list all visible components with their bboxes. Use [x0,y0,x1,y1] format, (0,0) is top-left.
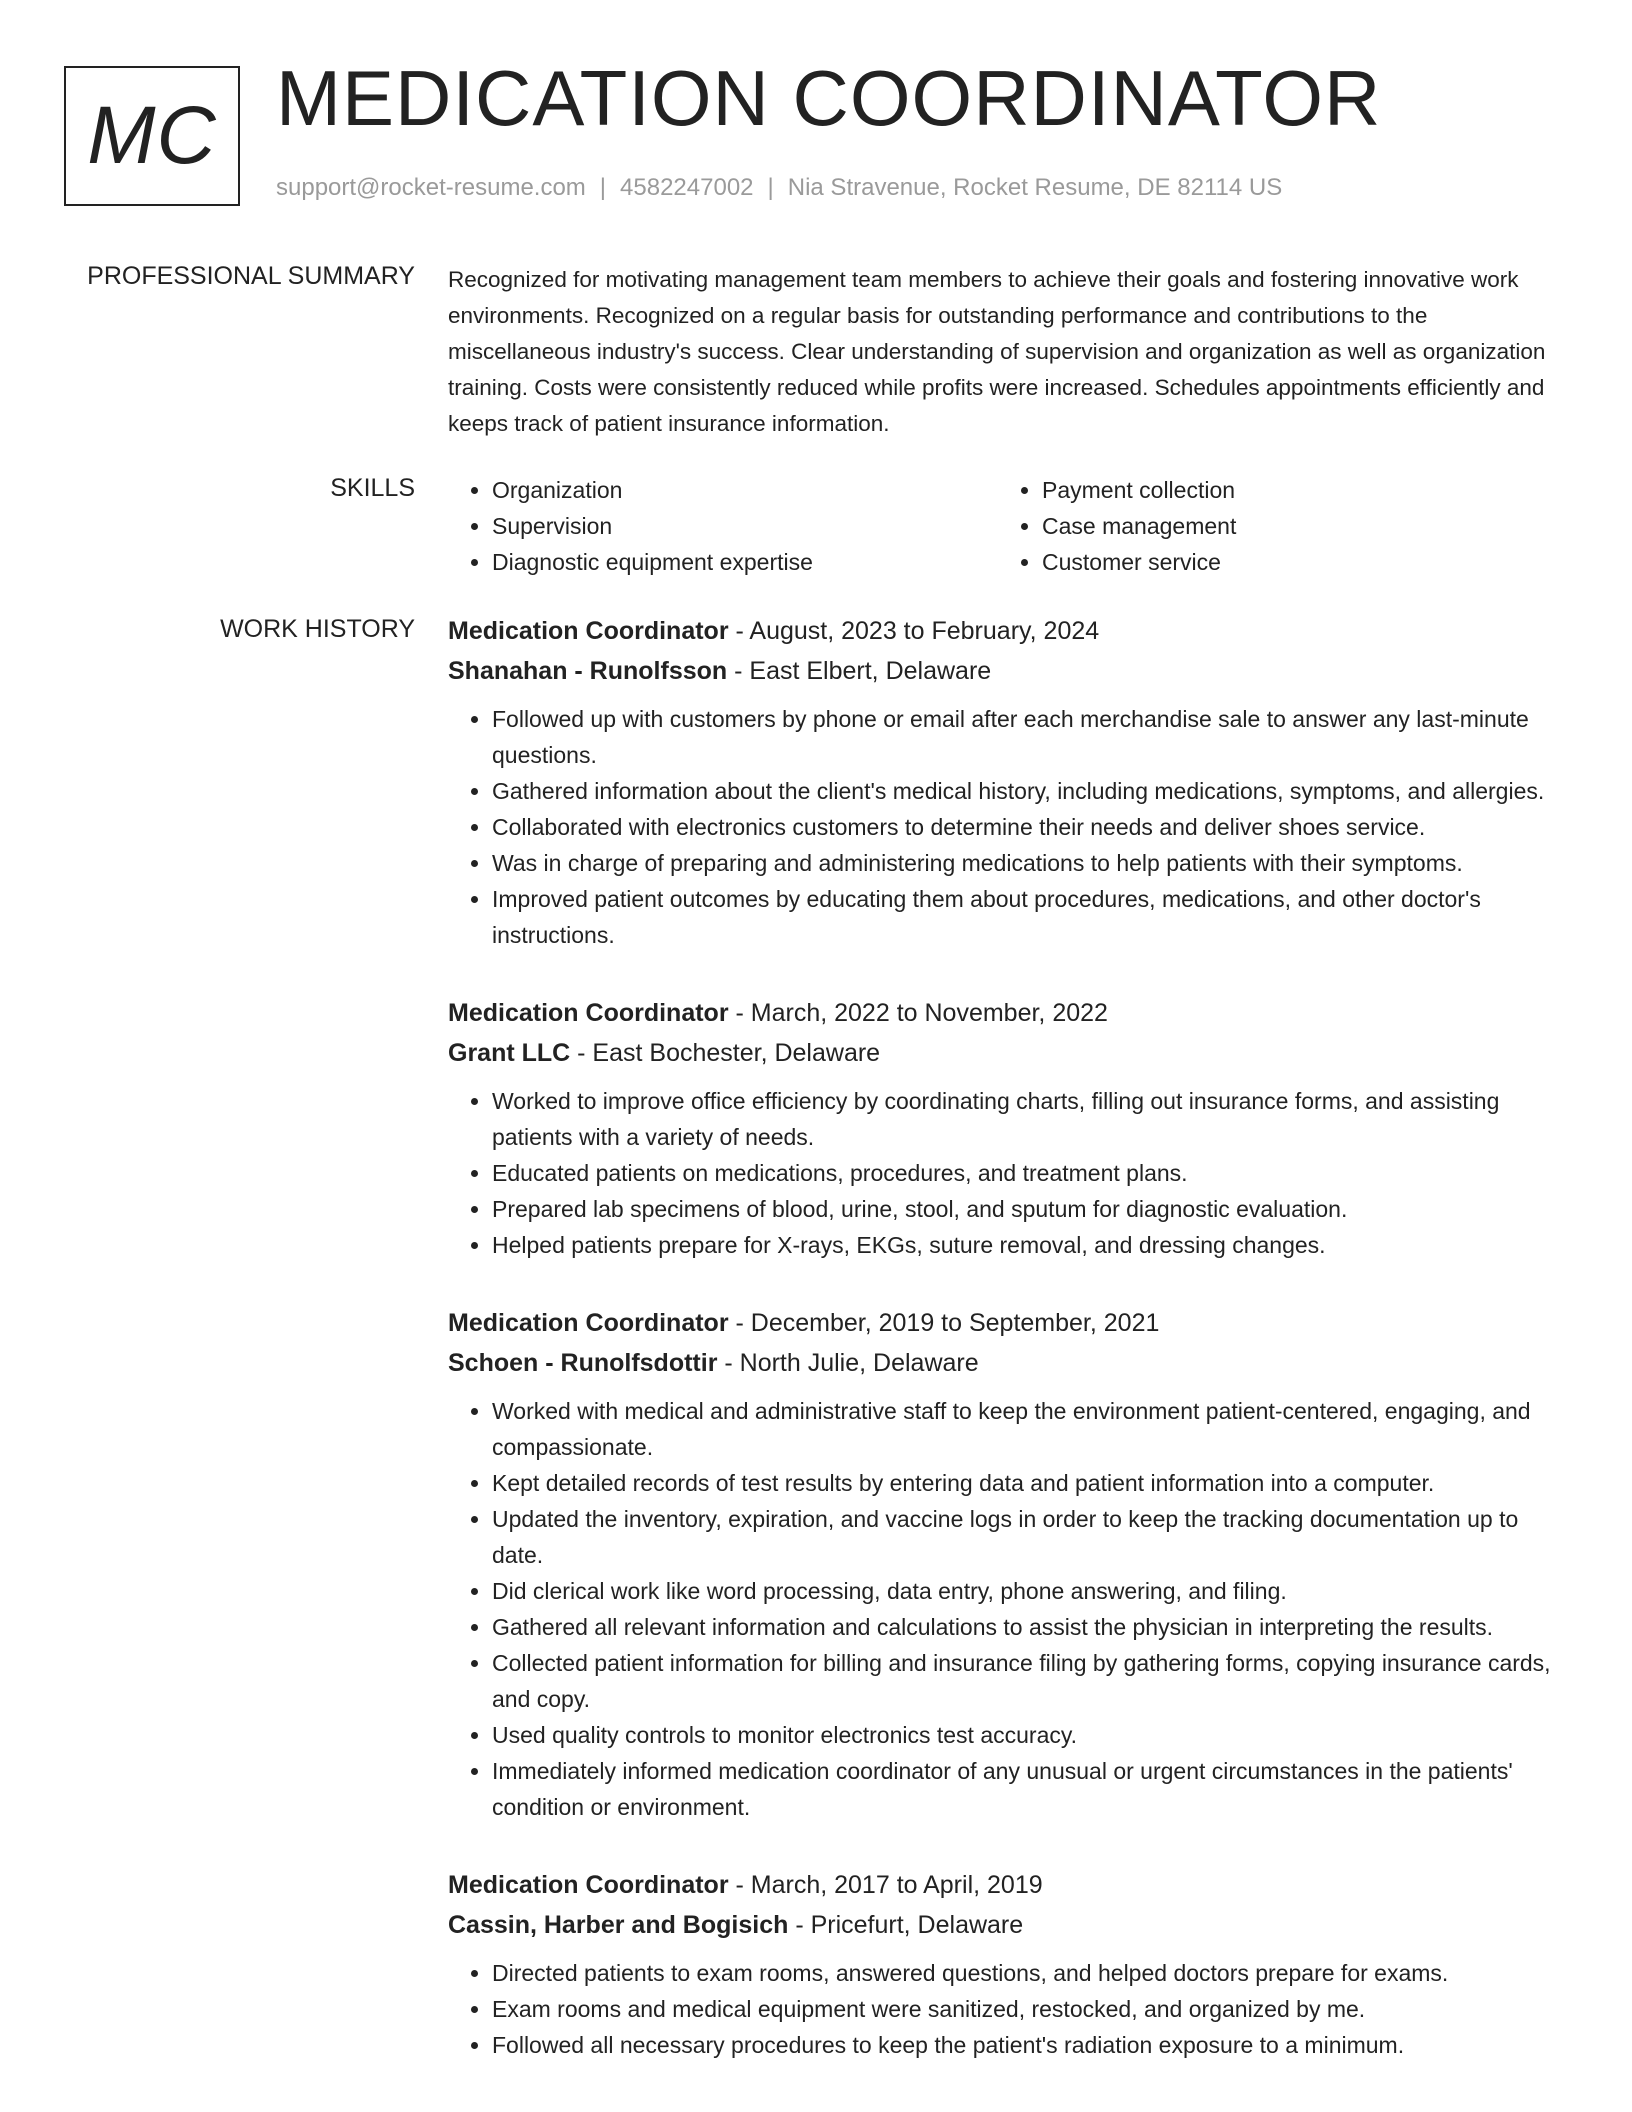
job-title: Medication Coordinator [448,1871,729,1899]
job-bullet: • Immediately informed medication coordinator of any unusual or urgent circumstances in the patients' condition or environment. [492,1753,1568,1825]
job-bullet: • Gathered information about the client's medical history, including medications, symptoms, and allergies. [492,773,1568,809]
job-bullets [448,701,1568,953]
job-bullet: • Improved patient outcomes by educating them about procedures, medications, and other doctor's instructions. [492,881,1568,953]
job-company: Shanahan - Runolfsson [448,657,728,685]
job-bullet: • Did clerical work like word processing, data entry, phone answering, and filing. [492,1573,1568,1609]
job-bullet: • Helped patients prepare for X-rays, EKGs, suture removal, and dressing changes. [492,1227,1568,1263]
job-bullet: • Gathered all relevant information and calculations to assist the physician in interpreting the results. [492,1609,1568,1645]
job-entry [448,1303,1568,1825]
job-dates: - March, 2022 to November, 2022 [728,999,1108,1027]
job-dates: - March, 2017 to April, 2019 [728,1871,1043,1899]
contact-separator: | [767,174,774,201]
job-bullet: • Educated patients on medications, procedures, and treatment plans. [492,1155,1568,1191]
job-title-line [448,1303,1568,1343]
job-company-line [448,1343,1568,1383]
skill-item: • Organization [492,472,998,508]
contact-phone[interactable]: 4582247002 [620,174,754,201]
job-entry [448,611,1568,953]
skill-item: • Diagnostic equipment expertise [492,544,998,580]
skills-heading: SKILLS [330,474,415,502]
job-dates: - December, 2019 to September, 2021 [728,1309,1160,1337]
skill-item: • Payment collection [1042,472,1548,508]
job-title: Medication Coordinator [448,1309,729,1337]
skill-item: • Supervision [492,508,998,544]
skill-item: • Case management [1042,508,1548,544]
contact-email[interactable]: support@rocket-resume.com [276,174,586,201]
job-company-line [448,1905,1568,1945]
monogram-badge: MC [64,66,240,206]
job-bullets [448,1955,1568,2063]
summary-body [448,262,1568,442]
job-entry [448,1865,1568,2063]
job-bullet: • Used quality controls to monitor electronics test accuracy. [492,1717,1568,1753]
job-location: - North Julie, Delaware [717,1349,979,1377]
job-bullet: • Collaborated with electronics customers to determine their needs and deliver shoes service. [492,809,1568,845]
job-bullets [448,1083,1568,1263]
skills-column-right [998,472,1548,580]
job-bullet: • Exam rooms and medical equipment were sanitized, restocked, and organized by me. [492,1991,1568,2027]
job-bullet: • Updated the inventory, expiration, and vaccine logs in order to keep the tracking documentation up to date. [492,1501,1568,1573]
page-title: MEDICATION COORDINATOR [276,54,1382,142]
job-bullet: • Followed all necessary procedures to keep the patient's radiation exposure to a minimum. [492,2027,1568,2063]
skill-item: • Customer service [1042,544,1548,580]
job-company-line [448,651,1568,691]
skills-column-left [448,472,998,580]
job-title: Medication Coordinator [448,999,729,1027]
skills-body [448,472,1568,580]
job-title-line [448,1865,1568,1905]
job-bullet: • Collected patient information for billing and insurance filing by gathering forms, copying insurance cards, and copy. [492,1645,1568,1717]
job-bullet: • Kept detailed records of test results by entering data and patient information into a computer. [492,1465,1568,1501]
job-location: - Pricefurt, Delaware [788,1911,1024,1939]
job-bullets [448,1393,1568,1825]
job-company: Cassin, Harber and Bogisich [448,1911,789,1939]
job-location: - East Elbert, Delaware [727,657,992,685]
contact-separator: | [599,174,607,201]
job-dates: - August, 2023 to February, 2024 [728,617,1100,645]
job-entry [448,993,1568,1263]
job-title: Medication Coordinator [448,617,729,645]
job-company: Grant LLC [448,1039,571,1067]
job-title-line [448,611,1568,651]
job-bullet: • Prepared lab specimens of blood, urine, stool, and sputum for diagnostic evaluation. [492,1191,1568,1227]
contact-address: Nia Stravenue, Rocket Resume, DE 82114 US [787,174,1283,201]
job-title-line [448,993,1568,1033]
job-bullet: • Was in charge of preparing and administering medications to help patients with their symptoms. [492,845,1568,881]
job-bullet: • Worked to improve office efficiency by coordinating charts, filling out insurance forms, and assisting patients with a variety of needs. [492,1083,1568,1155]
job-bullet: • Worked with medical and administrative staff to keep the environment patient-centered, engaging, and compassionate. [492,1393,1568,1465]
work-history-heading: WORK HISTORY [220,615,415,643]
job-company-line [448,1033,1568,1073]
job-location: - East Bochester, Delaware [570,1039,881,1067]
summary-text: Recognized for motivating management team members to achieve their goals and fostering innovative work environments. Recognized on a regular basis for outstanding performance and contributions to the miscellaneous industry's success. Clear understanding of supervision and organization as well as organization training. Costs were consistently reduced while profits were increased. Schedules appointments efficiently and keeps track of patient insurance information. [448,267,1546,436]
work-history-body [448,611,1568,2103]
contact-line [276,174,1282,202]
job-bullet: • Directed patients to exam rooms, answered questions, and helped doctors prepare for exams. [492,1955,1568,1991]
job-company: Schoen - Runolfsdottir [448,1349,718,1377]
summary-heading: PROFESSIONAL SUMMARY [87,262,415,290]
job-bullet: • Followed up with customers by phone or email after each merchandise sale to answer any last-minute questions. [492,701,1568,773]
